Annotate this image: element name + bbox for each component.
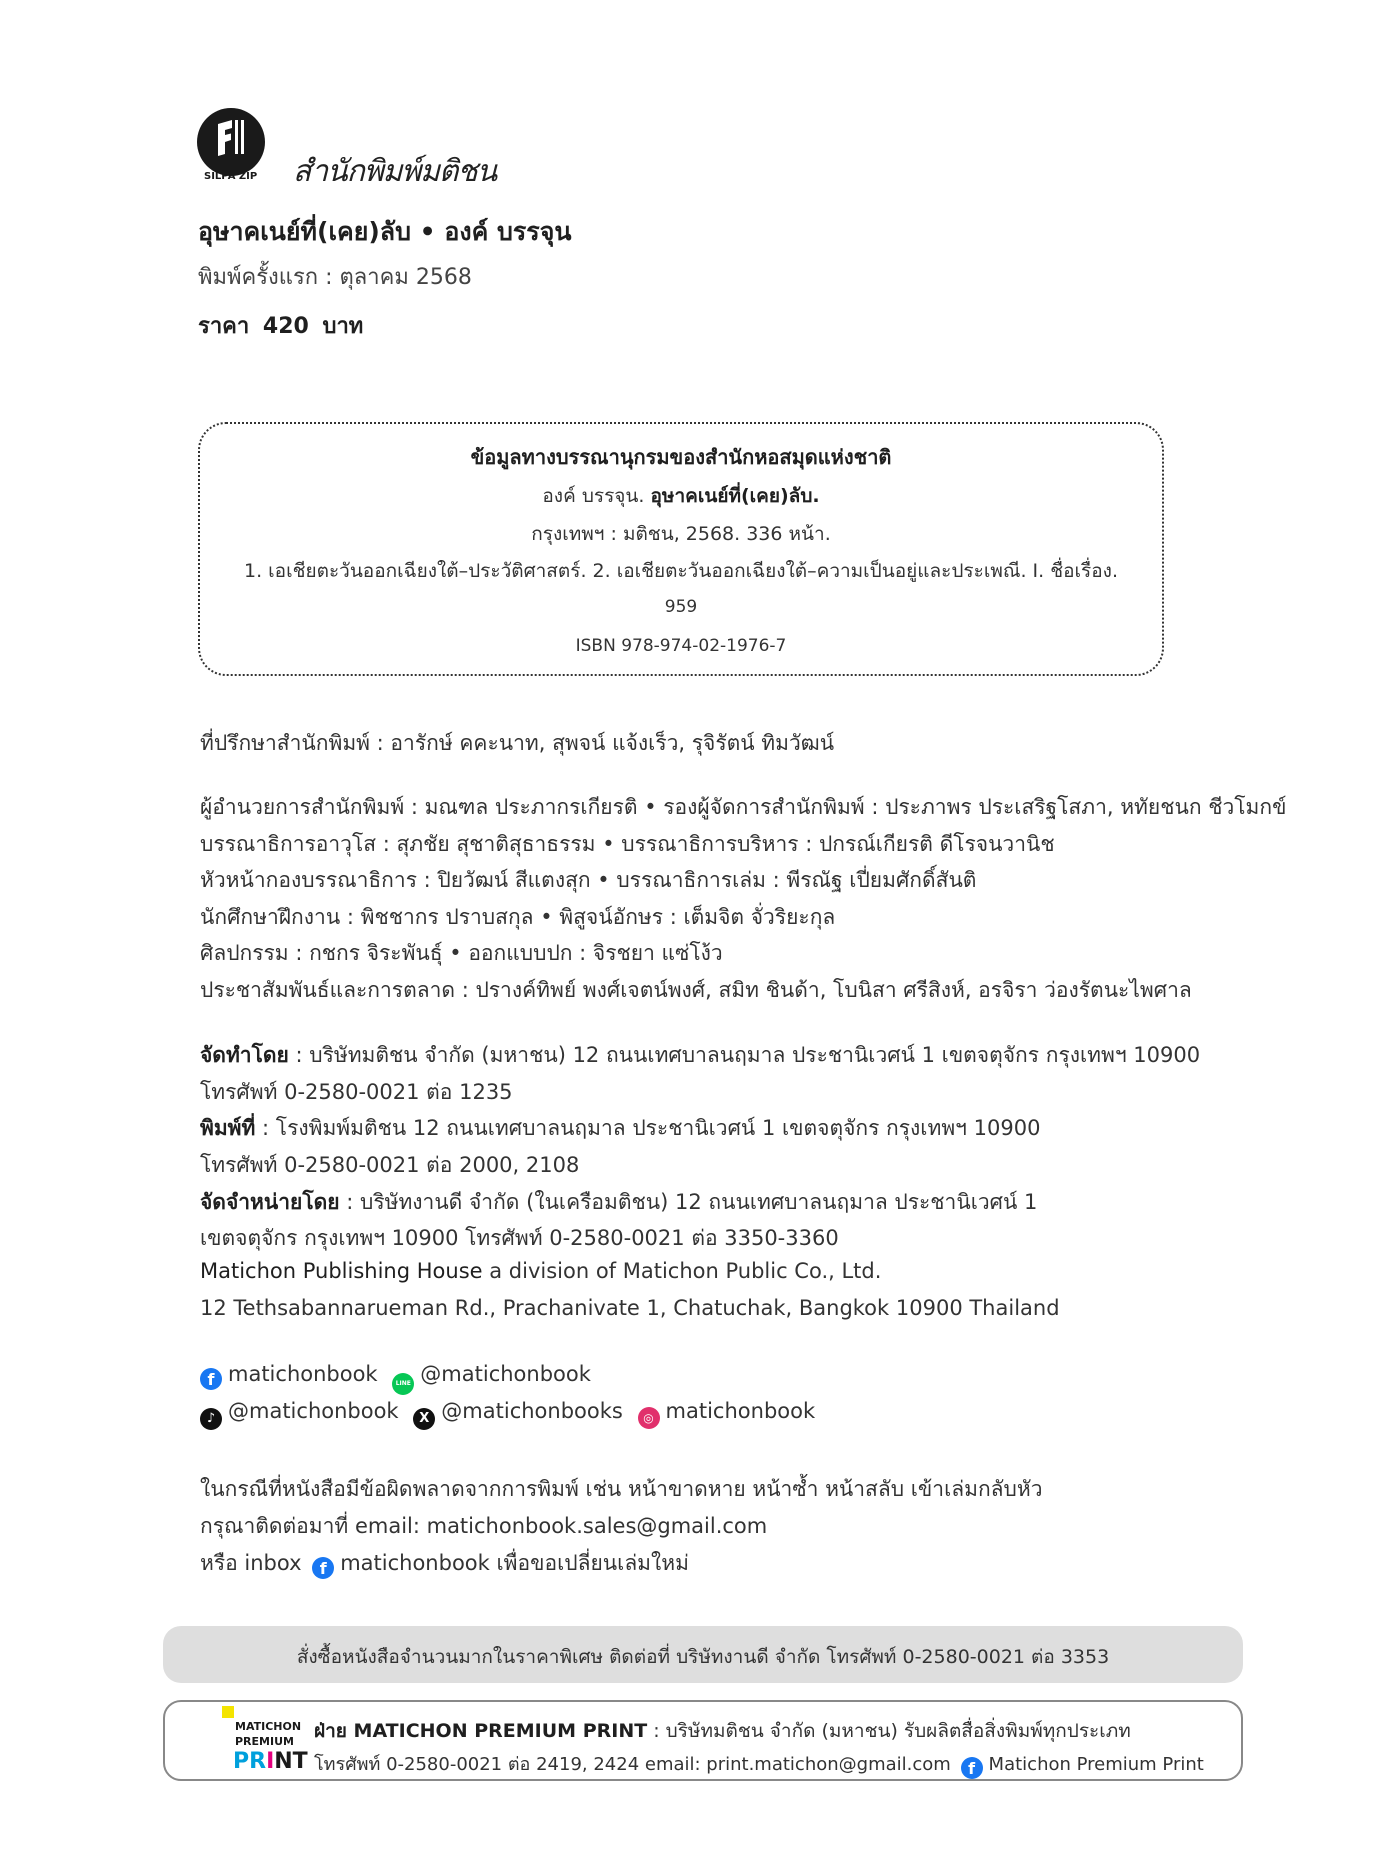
bulk-order-text: สั่งซื้อหนังสือจำนวนมากในราคาพิเศษ ติดต่อที่ บริษัทงานดี จำกัด โทรศัพท์ 0-2580-0021 ต่อ 3353 [296,1646,1110,1668]
errata-line-2: กรุณาติดต่อมาที่ email: matichonbook.sales@gmail.com [200,1514,768,1538]
facebook-icon: f [312,1557,334,1579]
x-twitter-icon: X [413,1408,435,1430]
cip-classification: 959 [664,597,698,617]
premium-print-line1 [314,1716,1131,1746]
premium-print-desc: : บริษัทมติชน จำกัด (มหาชน) รับผลิตสื่อสิ่งพิมพ์ทุกประเภท [647,1720,1131,1742]
staff-line: ศิลปกรรม : กชกร จิระพันธุ์ • ออกแบบปก : จิรชยา แซ่โง้ว [200,941,723,965]
instagram-handle[interactable]: matichonbook [665,1399,816,1423]
facebook-handle[interactable]: matichonbook [228,1362,378,1386]
printed-by-line [200,1112,1040,1145]
cip-subjects: 1. เอเชียตะวันออกเฉียงใต้–ประวัติศาสตร์. 2. เอเชียตะวันออกเฉียงใต้–ความเป็นอยู่และประเพณี. I. ชื่อเรื่อง. [244,560,1118,582]
price-line: ราคา 420 บาท [198,314,364,339]
line-app-icon: LINE [392,1373,414,1395]
staff-line: ประชาสัมพันธ์และการตลาด : ปรางค์ทิพย์ พงศ์เจตน์พงศ์, สมิท ชินด้า, โบนิสา ศรีสิงห์, อรจิรา ว่องรัตนะไพศาล [200,978,1192,1002]
errata-facebook-page[interactable]: matichonbook [340,1551,490,1575]
printed-by-phone: โทรศัพท์ 0-2580-0021 ต่อ 2000, 2108 [200,1153,580,1177]
cip-author-title [198,481,1164,511]
facebook-icon: f [200,1368,222,1390]
x-handle[interactable]: @matichonbooks [441,1399,623,1423]
premium-print-logo-square [222,1706,234,1718]
produced-by-line [200,1039,1200,1072]
logo-nt: NT [274,1749,308,1774]
advisors-line: ที่ปรึกษาสำนักพิมพ์ : อารักษ์ คคะนาท, สุพจน์ แจ้งเร็ว, รุจิรัตน์ ทิมวัฒน์ [200,731,835,755]
cip-author: องค์ บรรจุน. [542,485,645,507]
english-publisher-line [200,1259,881,1283]
staff-line: นักศึกษาฝึกงาน : พิชชากร ปราบสกุล • พิสูจน์อักษร : เต็มจิต จั่วริยะกุล [200,905,836,929]
errata-inbox-prefix: หรือ inbox [200,1551,302,1575]
book-title: อุษาคเนย์ที่(เคย)ลับ • องค์ บรรจุน [198,217,572,246]
social-row-2 [200,1399,815,1430]
errata-line-1: ในกรณีที่หนังสือมีข้อผิดพลาดจากการพิมพ์ เช่น หน้าขาดหาย หน้าซ้ำ หน้าสลับ เข้าเล่มกลับหัว [200,1477,1043,1501]
tiktok-handle[interactable]: @matichonbook [228,1399,399,1423]
printed-by-label: พิมพ์ที่ [200,1116,256,1140]
premium-print-contact: โทรศัพท์ 0-2580-0021 ต่อ 2419, 2424 email: print.matichon@gmail.com [314,1754,951,1775]
cip-book-title: อุษาคเนย์ที่(เคย)ลับ. [650,485,820,507]
facebook-icon: f [961,1757,983,1779]
cip-heading: ข้อมูลทางบรรณานุกรมของสำนักหอสมุดแห่งชาติ [470,445,892,469]
premium-print-logo-word [233,1749,308,1774]
premium-print-label: ฝ่าย MATICHON PREMIUM PRINT [314,1720,648,1742]
cip-isbn: ISBN 978-974-02-1976-7 [575,636,787,656]
publisher-script-name: สำนักพิมพ์มติชน [293,154,497,189]
premium-print-logo-line1: MATICHON [235,1720,302,1733]
distributed-by-line [200,1186,1037,1219]
edition-line: พิมพ์ครั้งแรก : ตุลาคม 2568 [198,265,472,290]
printed-by-text: : โรงพิมพ์มติชน 12 ถนนเทศบาลนฤมาล ประชานิเวศน์ 1 เขตจตุจักร กรุงเทพฯ 10900 [255,1116,1041,1140]
premium-print-line2 [314,1749,1204,1779]
english-publisher-name: Matichon Publishing House [200,1259,483,1283]
english-address: 12 Tethsabannarueman Rd., Prachanivate 1, Chatuchak, Bangkok 10900 Thailand [200,1296,1060,1320]
cip-imprint: กรุงเทพฯ : มติชน, 2568. 336 หน้า. [531,523,831,545]
line-handle[interactable]: @matichonbook [420,1362,591,1386]
produced-by-text: : บริษัทมติชน จำกัด (มหาชน) 12 ถนนเทศบาลนฤมาล ประชานิเวศน์ 1 เขตจตุจักร กรุงเทพฯ 10900 [288,1043,1201,1067]
staff-line: บรรณาธิการอาวุโส : สุภชัย สุชาติสุธาธรรม • บรรณาธิการบริหาร : ปกรณ์เกียรติ ดีโรจนวานิช [200,832,1055,856]
english-publisher-division: a division of Matichon Public Co., Ltd. [482,1259,882,1283]
tiktok-icon: ♪ [200,1408,222,1430]
errata-suffix: เพื่อขอเปลี่ยนเล่มใหม่ [496,1551,689,1575]
logo-i: I [266,1749,275,1774]
produced-by-phone: โทรศัพท์ 0-2580-0021 ต่อ 1235 [200,1080,513,1104]
logo-pr: PR [233,1749,267,1774]
premium-print-logo-line2: PREMIUM [235,1735,294,1748]
premium-print-fb-page[interactable]: Matichon Premium Print [988,1754,1204,1775]
distributed-by-label: จัดจำหน่ายโดย [200,1190,340,1214]
staff-line: ผู้อำนวยการสำนักพิมพ์ : มณฑล ประภากรเกียรติ • รองผู้จัดการสำนักพิมพ์ : ประภาพร ประเสริฐโสภา, หทัยชนก ชีวโมกข์ [200,795,1287,819]
errata-line-3 [200,1547,689,1580]
distributed-by-text: : บริษัทงานดี จำกัด (ในเครือมติชน) 12 ถนนเทศบาลนฤมาล ประชานิเวศน์ 1 [339,1190,1038,1214]
instagram-icon: ◎ [638,1407,660,1429]
logo-caption: SILPA ZIP [204,171,258,182]
distributed-by-line2: เขตจตุจักร กรุงเทพฯ 10900 โทรศัพท์ 0-2580-0021 ต่อ 3350-3360 [200,1226,839,1250]
staff-line: หัวหน้ากองบรรณาธิการ : ปิยวัฒน์ สีแตงสุก • บรรณาธิการเล่ม : พีรณัฐ เปี่ยมศักดิ์สันติ [200,868,977,892]
silpa-zip-logo-icon [214,118,250,158]
produced-by-label: จัดทำโดย [200,1043,289,1067]
social-row-1 [200,1362,591,1395]
